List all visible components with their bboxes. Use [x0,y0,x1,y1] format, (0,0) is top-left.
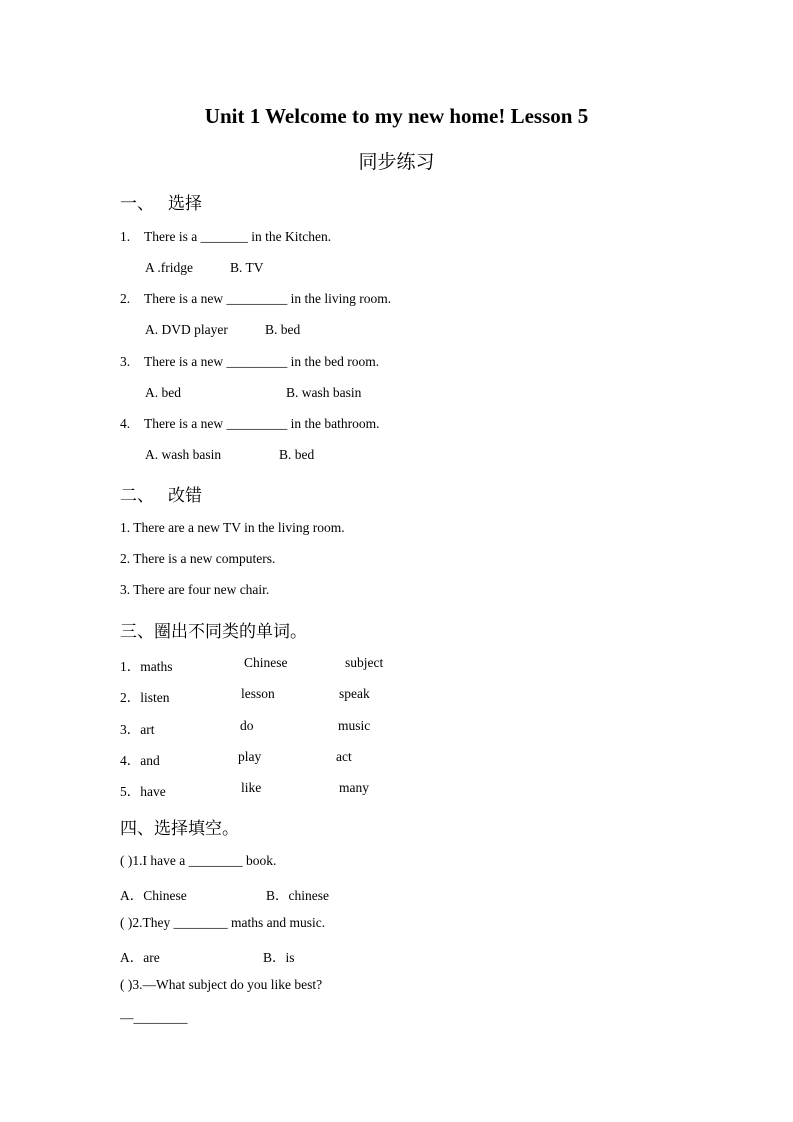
s3-row-1-word-3: subject [345,655,384,670]
s4-q3-text: ( )3.—What subject do you like best? [120,977,323,992]
s3-row-1-word-1: 1．maths [120,659,173,674]
s3-row-5-word-3: many [339,780,369,795]
s4-q2-option-b: B．is [263,950,295,965]
s4-q2-option-a: A．are [120,950,160,965]
s3-row-2-word-2: lesson [241,686,275,701]
section-1-heading-number: 一、 [120,194,154,214]
section-2-heading-number: 二、 [120,486,154,506]
s1-q1-option-b: B. TV [230,260,264,275]
page-title: Unit 1 Welcome to my new home! Lesson 5 [204,104,589,128]
s3-row-4-word-2: play [238,749,262,764]
s1-q1-option-a: A .fridge [145,260,193,275]
section-3-heading: 三、圈出不同类的单词。 [120,622,307,642]
s1-q2-option-b: B. bed [265,322,301,337]
s1-q4-number: 4. [120,416,131,431]
s3-row-2-word-1: 2．listen [120,690,170,705]
s4-answer-line: —________ [120,1010,188,1025]
s1-q2-option-a: A. DVD player [145,322,228,337]
s3-row-3-word-3: music [338,718,371,733]
s1-q1-text: There is a _______ in the Kitchen. [144,229,332,244]
s3-row-3-word-2: do [240,718,254,733]
s2-item-1: 1. There are a new TV in the living room. [120,520,345,535]
s4-q1-option-b: B．chinese [266,888,329,903]
s3-row-5-word-2: like [241,780,262,795]
section-4-heading: 四、选择填空。 [120,819,239,839]
s3-row-3-word-1: 3．art [120,722,155,737]
s4-q2-text: ( )2.They ________ maths and music. [120,915,326,930]
s4-q1-text: ( )1.I have a ________ book. [120,853,277,868]
section-1-heading-text: 选择 [168,194,202,214]
s1-q4-text: There is a new _________ in the bathroom. [144,416,380,431]
s1-q4-option-b: B. bed [279,447,315,462]
section-2-heading-text: 改错 [168,486,202,506]
page-subtitle: 同步练习 [358,151,435,173]
s3-row-4-word-3: act [336,749,352,764]
s1-q3-option-b: B. wash basin [286,385,362,400]
s1-q3-option-a: A. bed [145,385,181,400]
s1-q1-number: 1. [120,229,131,244]
s1-q3-number: 3. [120,354,131,369]
s3-row-2-word-3: speak [339,686,370,701]
s3-row-4-word-1: 4．and [120,753,160,768]
s3-row-5-word-1: 5．have [120,784,166,799]
s1-q2-number: 2. [120,291,131,306]
s1-q4-option-a: A. wash basin [145,447,222,462]
s2-item-2: 2. There is a new computers. [120,551,276,566]
s4-q1-option-a: A．Chinese [120,888,187,903]
s2-item-3: 3. There are four new chair. [120,582,270,597]
s3-row-1-word-2: Chinese [244,655,288,670]
s1-q2-text: There is a new _________ in the living room. [144,291,392,306]
s1-q3-text: There is a new _________ in the bed room. [144,354,380,369]
